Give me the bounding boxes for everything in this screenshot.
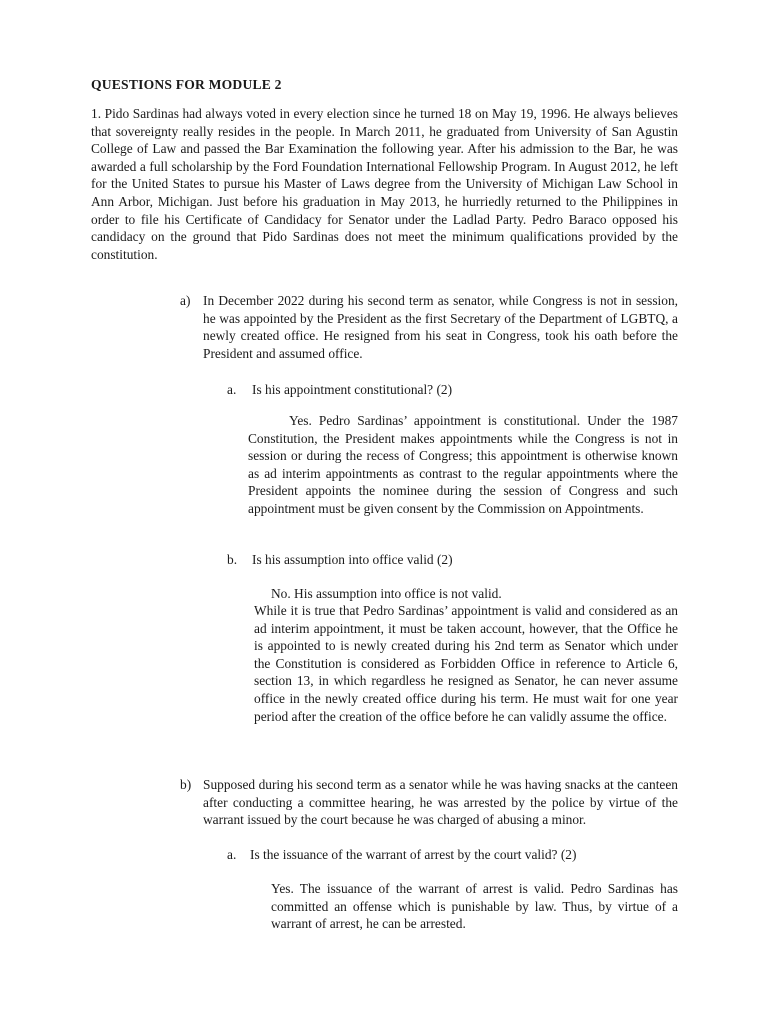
item-b-q1-marker: a. <box>227 847 237 862</box>
question-1-paragraph: 1. Pido Sardinas had always voted in every election since he turned 18 on May 19, 1996. He always believes that sovereignty really resides in the people. In March 2011, he graduated from University of San Agustin College of Law and passed the Bar Examination the following year. After his admission to the Bar, he was awarded a full scholarship by the Ford Foundation International Fellowship Program. In August 2012, he left for the United States to pursue his Master of Laws degree from the University of Michigan Law School in Ann Arbor, Michigan. Just before his graduation in May 2013, he hurriedly returned to the Philippines in order to file his Certificate of Candidacy for Senator under the Ladlad Party. Pedro Baraco opposed his candidacy on the ground that Pido Sardinas does not meet the minimum qualifications provided by the constitution. <box>91 106 678 262</box>
item-a-q2-answer-body: While it is true that Pedro Sardinas’ appointment is valid and considered as an ad interim appointment, it must be taken account, however, that the Office he is appointed to is newly created during his 2nd term as Senator which under the Constitution is considered as Forbidden Office in reference to Article 6, section 13, in which regardless he resigned as Senator, he can never assume office in the newly created office during his term. He must wait for one year period after the creation of the office before he can validly assume the office. <box>254 603 678 724</box>
item-b-q1-answer: Yes. The issuance of the warrant of arrest is valid. Pedro Sardinas has committed an offense which is punishable by law. Thus, by virtue of a warrant of arrest, he can be arrested. <box>271 881 678 932</box>
item-b-q1-text: Is the issuance of the warrant of arrest by the court valid? (2) <box>250 847 577 862</box>
document-title: QUESTIONS FOR MODULE 2 <box>91 77 282 92</box>
item-b-text: Supposed during his second term as a senator while he was having snacks at the canteen after conducting a committee hearing, he was arrested by the police by virtue of the warrant issued by the court because he was charged of abusing a minor. <box>203 777 678 828</box>
item-a-q1-answer: Yes. Pedro Sardinas’ appointment is constitutional. Under the 1987 Constitution, the President makes appointments while the Congress is not in session or during the recess of Congress; this appointment is otherwise known as ad interim appointments as contrast to the regular appointments where the President appoints the nominee during the session of Congress and such appointment must be given consent by the Commission on Appointments. <box>248 413 678 516</box>
item-a-text: In December 2022 during his second term as senator, while Congress is not in session, he was appointed by the President as the first Secretary of the Department of LGBTQ, a newly created office. He resigned from his seat in Congress, took his oath before the President and assumed office. <box>203 293 678 361</box>
item-a-q2-text: Is his assumption into office valid (2) <box>252 552 453 567</box>
item-a-q1-marker: a. <box>227 382 237 397</box>
item-a-marker: a) <box>180 293 191 308</box>
item-a-q2-marker: b. <box>227 552 238 567</box>
item-a-q2-answer-lead: No. His assumption into office is not valid. <box>271 586 502 601</box>
item-b-marker: b) <box>180 777 192 792</box>
item-a-q1-text: Is his appointment constitutional? (2) <box>252 382 453 397</box>
